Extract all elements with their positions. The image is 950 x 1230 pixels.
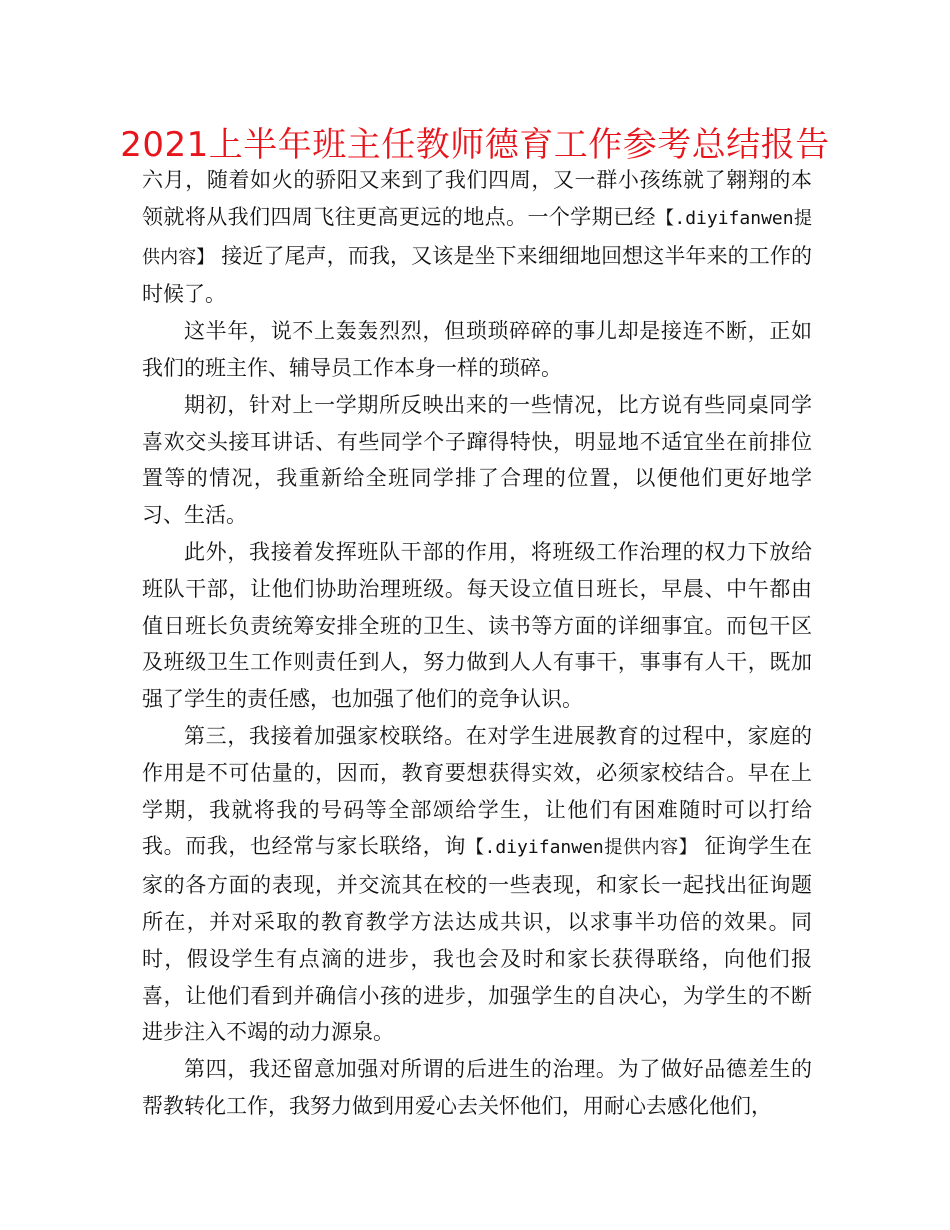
paragraph-1-text-a: 六月，随着如火的骄阳又来到了我们四周，又一群小孩练就了翱翔的本领就将从我们四周飞往更高更远的地点。一个学期已经 xyxy=(142,168,812,229)
document-body xyxy=(142,162,812,1125)
paragraph-6: 第四，我还留意加强对所谓的后进生的治理。为了做好品德差生的帮教转化工作，我努力做到用爱心去关怀他们，用耐心去感化他们， xyxy=(142,1057,812,1118)
paragraph-1-text-b: 接近了尾声，而我，又该是坐下来细细地回想这半年来的工作的时候了。 xyxy=(142,243,812,307)
paragraph-4: 此外，我接着发挥班队干部的作用，将班级工作治理的权力下放给班队干部，让他们协助治理班级。每天设立值日班长，早晨、中午都由值日班长负责统筹安排全班的卫生、读书等方面的详细事宜。而包干区及班级卫生工作则责任到人，努力做到人人有事干，事事有人干，既加强了学生的责任感，也加强了他们的竞争认识。 xyxy=(142,539,812,712)
paragraph-5 xyxy=(142,718,812,1051)
document-title: 2021上半年班主任教师德育工作参考总结报告 xyxy=(120,125,830,165)
paragraph-3: 期初，针对上一学期所反映出来的一些情况，比方说有些同桌同学喜欢交头接耳讲话、有些同学个子蹿得特快，明显地不适宜坐在前排位置等的情况，我重新给全班同学排了合理的位置，以便他们更好地学习、生活。 xyxy=(142,392,812,528)
paragraph-5-text-b: 征询学生在家的各方面的表现，并交流其在校的一些表现，和家长一起找出征询题所在，并对采取的教育教学方法达成共识，以求事半功倍的效果。同时，假设学生有点滴的进步，我也会及时和家长获得联络，向他们报喜，让他们看到并确信小孩的进步，加强学生的自决心，为学生的不断进步注入不竭的动力源泉。 xyxy=(142,834,813,1045)
paragraph-1 xyxy=(142,162,812,313)
paragraph-2: 这半年，说不上轰轰烈烈，但琐琐碎碎的事儿却是接连不断，正如我们的班主作、辅导员工作本身一样的琐碎。 xyxy=(142,319,812,380)
paragraph-5-text-a: 第三，我接着加强家校联络。在对学生进展教育的过程中，家庭的作用是不可估量的，因而，教育要想获得实效，必须家校结合。早在上学期，我就将我的号码等全部颂给学生，让他们有困难随时可以打给我。而我，也经常与家长联络，询 xyxy=(142,723,812,859)
source-note: 【.diyifanwen提供内容】 xyxy=(142,207,812,268)
source-note: 【.diyifanwen提供内容】 xyxy=(465,837,698,859)
